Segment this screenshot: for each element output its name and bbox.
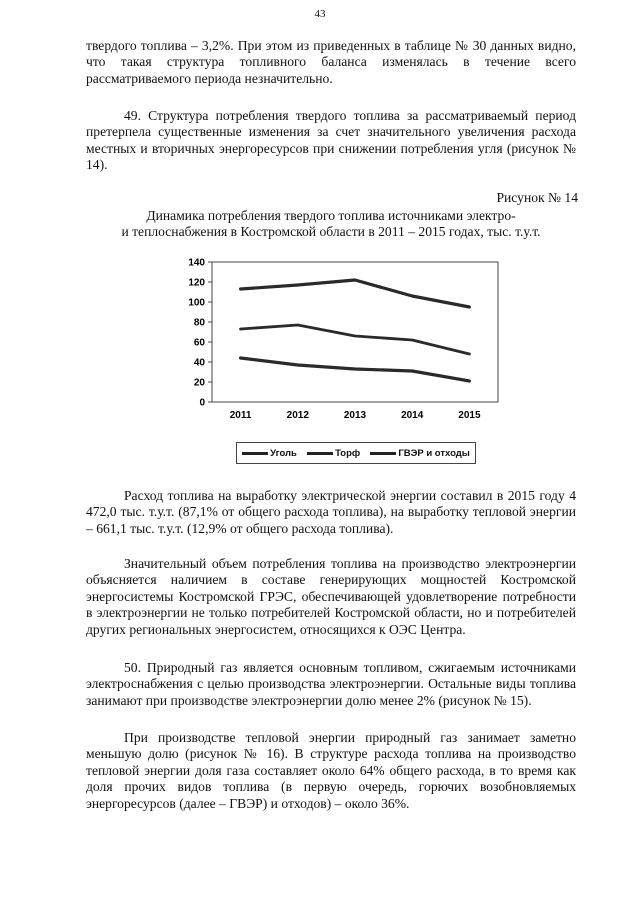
data-point (240, 328, 242, 330)
data-point (240, 357, 242, 359)
legend-label: ГВЭР и отходы (398, 447, 470, 459)
data-point (297, 324, 299, 326)
legend-label: Уголь (270, 447, 297, 459)
data-point (240, 288, 242, 290)
x-tick-label: 2012 (286, 410, 309, 421)
x-tick-label: 2013 (343, 410, 367, 421)
data-point (297, 284, 299, 286)
data-point (297, 364, 299, 366)
plot-area-frame (212, 262, 498, 402)
data-point (411, 295, 413, 297)
paragraph-heat-energy: При производстве тепловой энергии природный газ занимает заметно меньшую долю (рисунок № 16). В структуре расхода топлива на производство тепловой энергии доля газа составляет около 64% общего расхода, в то время как доля прочих видов топлива (в первую очередь, горючих возобновляемых энергоресурсов (далее – ГВЭР) и отходов) – около 36%. (86, 730, 576, 811)
data-point (411, 370, 413, 372)
legend-item (307, 448, 360, 459)
figure-title-line1: Динамика потребления твердого топлива источниками электро- (146, 208, 516, 223)
paragraph-50: 50. Природный газ является основным топливом, сжигаемым источниками электроснабжения с целью производства электроэнергии. Остальные виды топлива занимают при производстве электроэнергии долю менее 2% (рисунок № 15). (86, 660, 576, 708)
legend-swatch (242, 452, 268, 455)
series-line-1 (241, 280, 470, 307)
data-point (354, 368, 356, 370)
x-tick-label: 2015 (458, 410, 481, 421)
y-tick-label: 140 (188, 257, 205, 269)
series-line-2 (241, 325, 470, 354)
line-chart-svg (180, 252, 510, 474)
paragraph-grs: Значительный объем потребления топлива на производство электроэнергии объясняется наличием в составе генерирующих мощностей Костромской энергосистемы Костромской ГРЭС, обеспечивающей удовлетворение потребности в электроэнергии не только потребителей Костромской области, но и потребителей других региональных энергосистем, относящихся к ОЭС Центра. (86, 556, 576, 637)
y-tick-label: 40 (193, 357, 205, 369)
paragraph-49: 49. Структура потребления твердого топлива за рассматриваемый период претерпела существенные изменения за счет значительного увеличения расхода местных и вторичных энергоресурсов при снижении потребления угля (рисунок № 14). (86, 108, 576, 173)
data-point (469, 306, 471, 308)
legend-swatch (370, 452, 396, 455)
data-point (354, 279, 356, 281)
paragraph-continuation: твердого топлива – 3,2%. При этом из приведенных в таблице № 30 данных видно, что такая структура топливного баланса изменялась в течение всего рассматриваемого периода незначительно. (86, 38, 576, 86)
legend-label: Торф (335, 447, 361, 459)
data-point (411, 339, 413, 341)
x-tick-label: 2014 (401, 410, 424, 421)
page-number: 43 (314, 8, 326, 20)
x-tick-label: 2011 (229, 410, 252, 421)
legend-item (370, 448, 470, 459)
y-tick-label: 80 (193, 317, 205, 329)
y-tick-label: 60 (193, 337, 205, 349)
y-tick-label: 20 (193, 377, 205, 389)
legend-swatch (307, 452, 333, 455)
y-tick-label: 120 (188, 277, 205, 289)
data-point (354, 335, 356, 337)
data-point (469, 353, 471, 355)
paragraph-fuel-expense: Расход топлива на выработку электрической энергии составил в 2015 году 4 472,0 тыс. т.у.т. (87,1% от общего расхода топлива), на выработку тепловой энергии – 661,1 тыс. т.у.т. (12,9% от общего расхода топлива). (86, 488, 576, 536)
legend-item (242, 448, 297, 459)
data-point (469, 380, 471, 382)
chart-legend (236, 442, 476, 464)
figure-label: Рисунок № 14 (496, 190, 578, 205)
figure-title (86, 208, 576, 241)
figure-title-line2: и теплоснабжения в Костромской области в 2011 – 2015 годах, тыс. т.у.т. (121, 224, 541, 240)
y-tick-label: 100 (188, 297, 205, 309)
fuel-consumption-chart (180, 252, 510, 474)
y-tick-label: 0 (199, 397, 205, 409)
